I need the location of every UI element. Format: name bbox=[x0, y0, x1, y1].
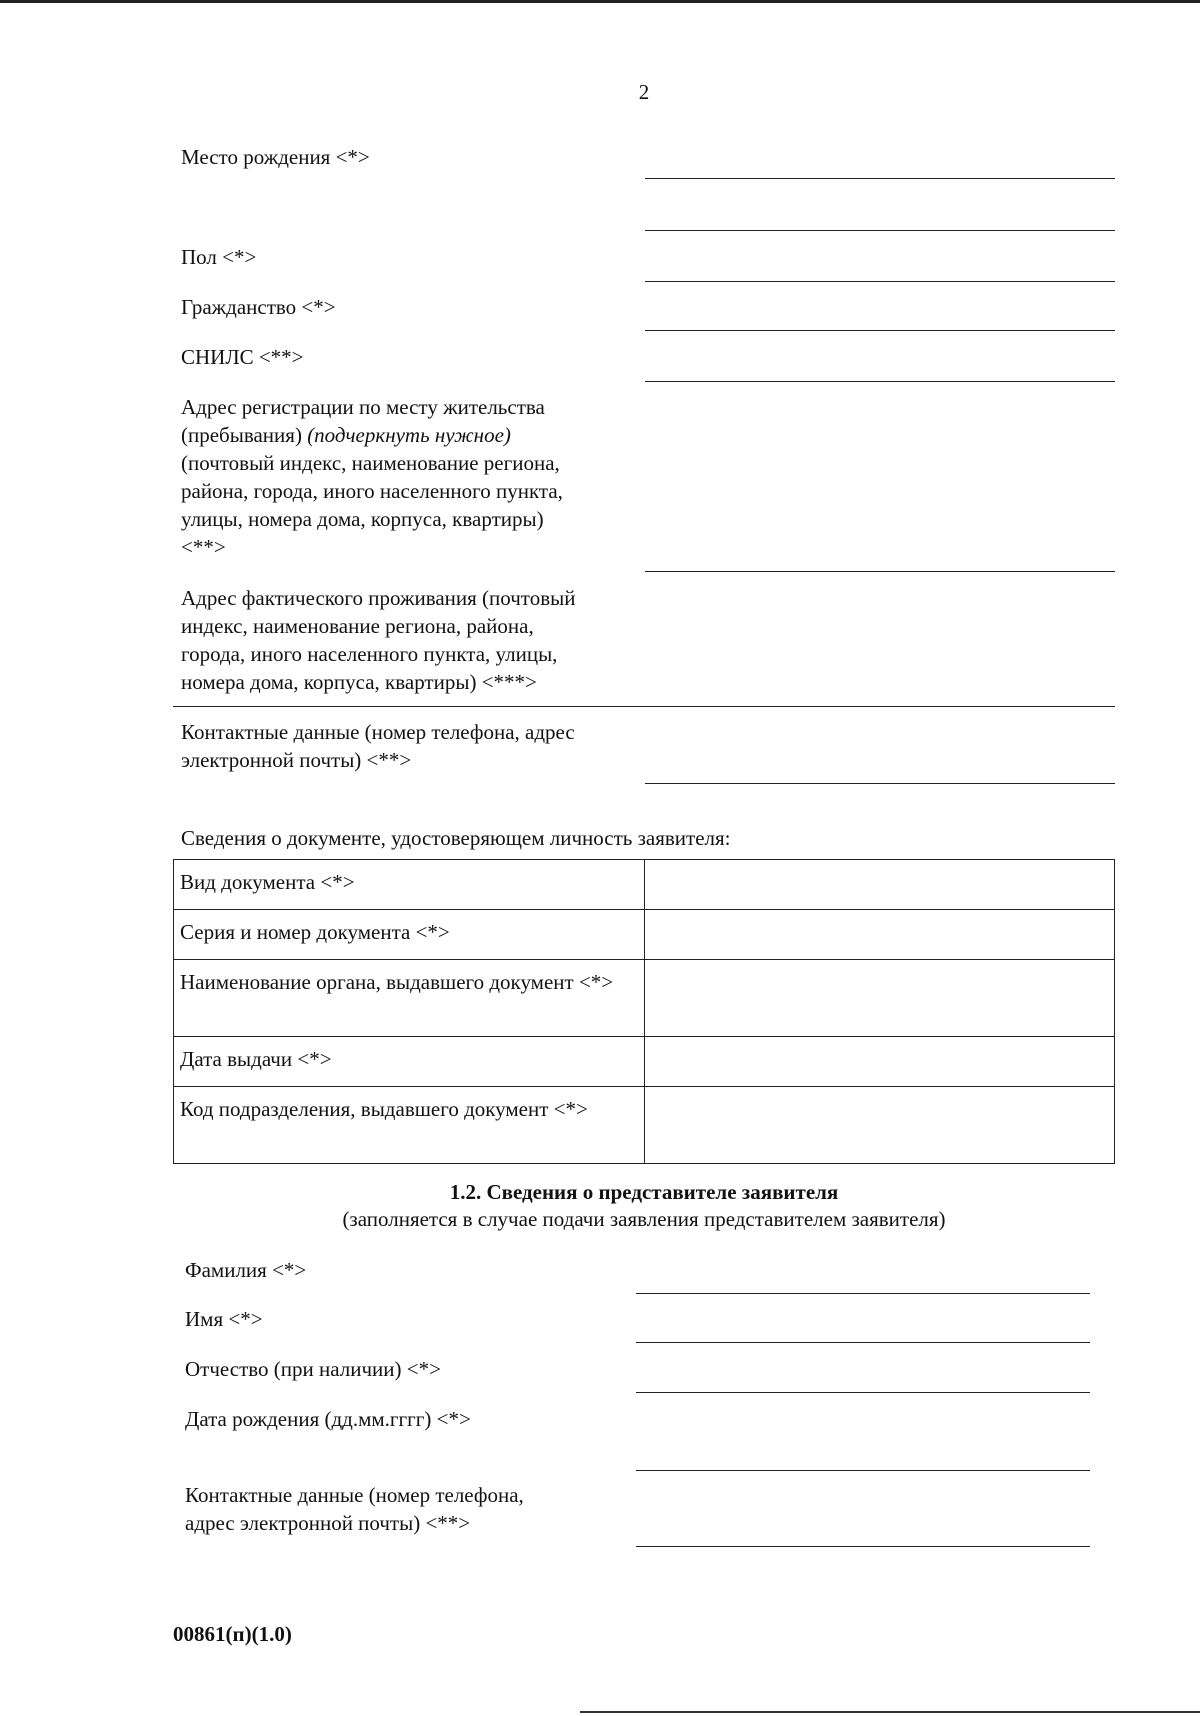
representative-subtitle: (заполняется в случае подачи заявления представителем заявителя) bbox=[342, 1207, 946, 1231]
division-code-label: Код подразделения, выдавшего документ <*> bbox=[174, 1087, 645, 1164]
issue-date-field[interactable] bbox=[645, 1037, 1115, 1087]
issuer-field[interactable] bbox=[645, 960, 1115, 1037]
representative-title: 1.2. Сведения о представителе заявителя bbox=[449, 1180, 839, 1204]
table-row bbox=[174, 1087, 1115, 1164]
actual-address-line-3: города, иного населенного пункта, улицы, bbox=[181, 642, 558, 666]
reg-address-line-6: <**> bbox=[181, 535, 226, 559]
rep-patronymic-label: Отчество (при наличии) <*> bbox=[185, 1357, 441, 1381]
rep-contacts-line-1: Контактные данные (номер телефона, bbox=[185, 1483, 524, 1507]
doc-number-field[interactable] bbox=[645, 910, 1115, 960]
birth-place-field-2[interactable] bbox=[645, 230, 1115, 231]
issuer-label: Наименование органа, выдавшего документ <*> bbox=[174, 960, 645, 1037]
division-code-field[interactable] bbox=[645, 1087, 1115, 1164]
citizenship-label: Гражданство <*> bbox=[181, 295, 336, 319]
doc-number-label: Серия и номер документа <*> bbox=[174, 910, 645, 960]
actual-address-line-4: номера дома, корпуса, квартиры) <***> bbox=[181, 670, 537, 694]
reg-address-field[interactable] bbox=[645, 571, 1115, 572]
actual-address-label bbox=[181, 584, 575, 696]
reg-address-label bbox=[181, 393, 563, 561]
rep-birth-date-field[interactable] bbox=[636, 1470, 1090, 1471]
birth-place-field[interactable] bbox=[645, 178, 1115, 179]
reg-address-pref: (пребывания) bbox=[181, 423, 302, 447]
rep-patronymic-field[interactable] bbox=[636, 1392, 1090, 1393]
reg-address-line-1: Адрес регистрации по месту жительства bbox=[181, 395, 545, 419]
rep-contacts-line-2: адрес электронной почты) <**> bbox=[185, 1511, 471, 1535]
table-row bbox=[174, 1037, 1115, 1087]
rep-surname-label: Фамилия <*> bbox=[185, 1258, 307, 1282]
rep-birth-date-label: Дата рождения (дд.мм.гггг) <*> bbox=[185, 1407, 471, 1431]
gender-field[interactable] bbox=[645, 281, 1115, 282]
citizenship-field[interactable] bbox=[645, 330, 1115, 331]
table-row bbox=[174, 910, 1115, 960]
issue-date-label: Дата выдачи <*> bbox=[174, 1037, 645, 1087]
reg-address-line-4: района, города, иного населенного пункта, bbox=[181, 479, 563, 503]
reg-address-line-2 bbox=[181, 421, 563, 449]
id-document-table bbox=[173, 859, 1115, 1164]
doc-type-field[interactable] bbox=[645, 860, 1115, 910]
table-row bbox=[174, 860, 1115, 910]
reg-address-line-3: (почтовый индекс, наименование региона, bbox=[181, 451, 560, 475]
doc-type-label: Вид документа <*> bbox=[174, 860, 645, 910]
reg-address-italic-note: (подчеркнуть нужное) bbox=[307, 423, 511, 447]
id-document-heading: Сведения о документе, удостоверяющем личность заявителя: bbox=[181, 826, 731, 850]
rep-contacts-label bbox=[185, 1481, 524, 1537]
contacts-field[interactable] bbox=[645, 783, 1115, 784]
table-row bbox=[174, 960, 1115, 1037]
page-number: 2 bbox=[638, 80, 650, 104]
contacts-line-2: электронной почты) <**> bbox=[181, 748, 412, 772]
contacts-line-1: Контактные данные (номер телефона, адрес bbox=[181, 720, 575, 744]
top-border bbox=[0, 0, 1200, 3]
birth-place-label: Место рождения <*> bbox=[181, 145, 370, 169]
bottom-border bbox=[580, 1711, 1200, 1713]
actual-address-line-2: индекс, наименование региона, района, bbox=[181, 614, 534, 638]
actual-address-field[interactable] bbox=[173, 706, 1115, 707]
rep-contacts-field[interactable] bbox=[636, 1546, 1090, 1547]
snils-label: СНИЛС <**> bbox=[181, 345, 304, 369]
rep-name-field[interactable] bbox=[636, 1342, 1090, 1343]
rep-name-label: Имя <*> bbox=[185, 1307, 263, 1331]
snils-field[interactable] bbox=[645, 381, 1115, 382]
contacts-label bbox=[181, 718, 575, 774]
actual-address-line-1: Адрес фактического проживания (почтовый bbox=[181, 586, 576, 610]
gender-label: Пол <*> bbox=[181, 245, 257, 269]
reg-address-line-5: улицы, номера дома, корпуса, квартиры) bbox=[181, 507, 544, 531]
rep-surname-field[interactable] bbox=[636, 1293, 1090, 1294]
form-code: 00861(п)(1.0) bbox=[173, 1622, 292, 1646]
